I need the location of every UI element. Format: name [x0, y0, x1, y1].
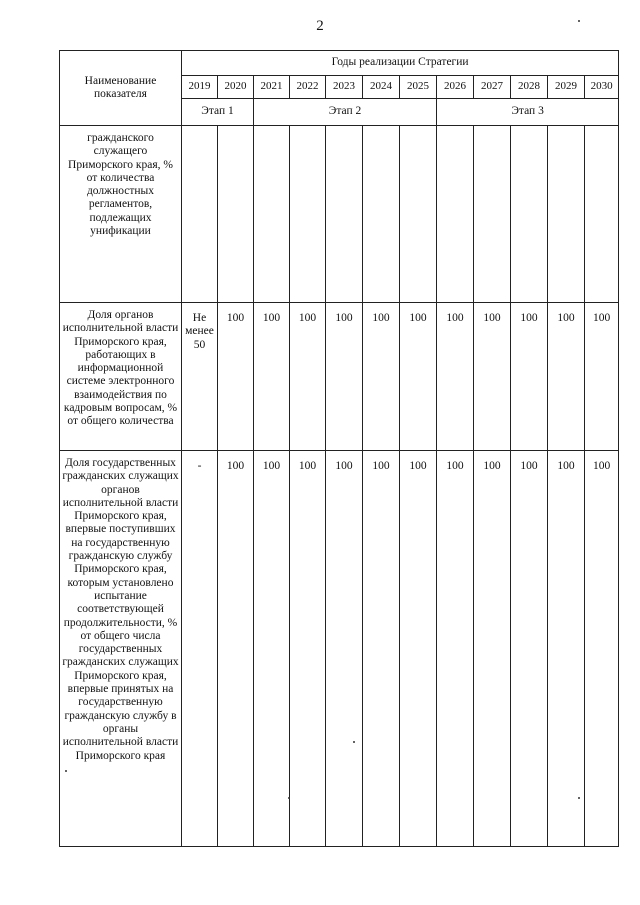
value-cell: 100: [218, 451, 254, 847]
value-cell: 100: [548, 303, 585, 451]
table-row: [60, 303, 619, 451]
value-cell: 100: [326, 303, 363, 451]
page-number: 2: [316, 18, 324, 34]
stage-2: Этап 2: [254, 99, 437, 126]
year-2021: 2021: [254, 76, 290, 99]
value-cell: 100: [254, 451, 290, 847]
value-cell: 100: [474, 303, 511, 451]
years-header: Годы реализации Стратегии: [182, 51, 619, 76]
value-cell: 100: [511, 303, 548, 451]
value-cell: [511, 126, 548, 303]
scan-speck: [288, 797, 290, 799]
year-2023: 2023: [326, 76, 363, 99]
value-cell: 100: [437, 451, 474, 847]
value-cell: [400, 126, 437, 303]
value-cell: 100: [400, 451, 437, 847]
value-cell: 100: [218, 303, 254, 451]
value-cell: [474, 126, 511, 303]
year-2025: 2025: [400, 76, 437, 99]
value-cell: [437, 126, 474, 303]
value-cell: 100: [290, 303, 326, 451]
value-cell: [254, 126, 290, 303]
year-2019: 2019: [182, 76, 218, 99]
value-cell: Не менее 50: [182, 303, 218, 451]
year-2020: 2020: [218, 76, 254, 99]
value-cell: 100: [511, 451, 548, 847]
value-cell: 100: [585, 451, 619, 847]
year-2027: 2027: [474, 76, 511, 99]
strategy-indicators-table: [59, 50, 619, 847]
value-cell: [182, 126, 218, 303]
value-cell: 100: [437, 303, 474, 451]
indicator-name: гражданского служащего Приморского края, % от количества должностных регламентов, подлежащих унификации: [60, 126, 182, 303]
value-cell: 100: [585, 303, 619, 451]
value-cell: 100: [400, 303, 437, 451]
value-cell: [290, 126, 326, 303]
year-2028: 2028: [511, 76, 548, 99]
value-cell: 100: [290, 451, 326, 847]
value-cell: [585, 126, 619, 303]
scan-speck: [65, 770, 67, 772]
year-2026: 2026: [437, 76, 474, 99]
indicator-name: Доля органов исполнительной власти Приморского края, работающих в информационной системе электронного взаимодействия по кадровым вопросам, % от общего количества: [60, 303, 182, 451]
value-cell: 100: [326, 451, 363, 847]
value-cell: 100: [254, 303, 290, 451]
year-2030: 2030: [585, 76, 619, 99]
value-cell: [363, 126, 400, 303]
value-cell: [548, 126, 585, 303]
year-2024: 2024: [363, 76, 400, 99]
indicator-header: Наименование показателя: [60, 51, 182, 126]
value-cell: 100: [548, 451, 585, 847]
value-cell: -: [182, 451, 218, 847]
scan-speck: [578, 797, 580, 799]
value-cell: 100: [363, 451, 400, 847]
indicator-name: Доля государственных гражданских служащих органов исполнительной власти Приморского края, впервые поступивших на государственную гражданскую службу Приморского края, которым установлено испытание соответствующей продолжительности, % от общего числа государственных гражданских служащих Приморского края, впервые принятых на государственную гражданскую службу в органы исполнительной власти Приморского края: [60, 451, 182, 847]
table-row: [60, 451, 619, 847]
value-cell: 100: [363, 303, 400, 451]
scan-speck: [578, 20, 580, 22]
value-cell: 100: [474, 451, 511, 847]
stage-1: Этап 1: [182, 99, 254, 126]
value-cell: [326, 126, 363, 303]
stage-3: Этап 3: [437, 99, 619, 126]
year-2022: 2022: [290, 76, 326, 99]
year-2029: 2029: [548, 76, 585, 99]
value-cell: [218, 126, 254, 303]
table-row: [60, 126, 619, 303]
scan-speck: [353, 741, 355, 743]
